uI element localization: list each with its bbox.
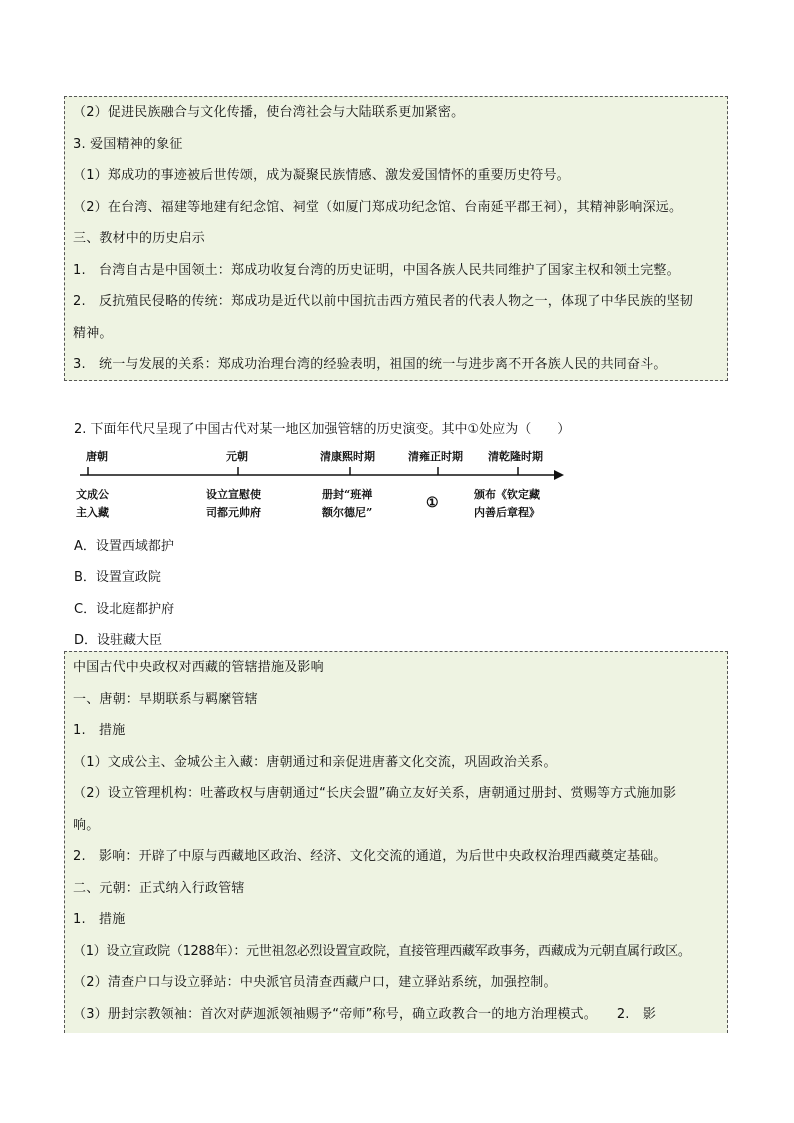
question-stem: 2. 下面年代尺呈现了中国古代对某一地区加强管辖的历史演变。其中①处应为（ ） <box>74 422 571 437</box>
text-line: 3. 爱国精神的象征 <box>73 136 183 152</box>
timeline-blank-marker: ① <box>426 495 439 511</box>
box-title: 中国古代中央政权对西藏的管辖措施及影响 <box>73 660 324 675</box>
note-box-taiwan <box>64 96 728 381</box>
timeline-period: 元朝 <box>226 450 248 463</box>
note-box-tibet <box>64 651 728 1033</box>
option-a[interactable]: A．设置西域都护 <box>74 539 174 554</box>
option-b[interactable]: B．设置宣政院 <box>74 570 161 585</box>
timeline-period: 清雍正时期 <box>408 450 463 463</box>
timeline-event: 主入藏 <box>76 506 109 519</box>
section-heading: 三、教材中的历史启示 <box>73 231 206 246</box>
text-line: （2）清查户口与设立驿站：中央派官员清查西藏户口，建立驿站系统，加强控制。 <box>73 975 557 990</box>
text-line: 2. 反抗殖民侵略的传统：郑成功是近代以前中国抗击西方殖民者的代表人物之一，体现了中华民族的坚韧 <box>73 294 694 309</box>
timeline-period: 唐朝 <box>86 450 108 463</box>
text-line: （1）郑成功的事迹被后世传颂，成为凝聚民族情感、激发爱国情怀的重要历史符号。 <box>73 168 570 183</box>
text-line: 1. 措施 <box>73 723 126 738</box>
text-line: 2. 影响：开辟了中原与西藏地区政治、经济、文化交流的通道，为后世中央政权治理西藏奠定基础。 <box>73 849 667 864</box>
timeline-event: 内善后章程》 <box>474 506 540 519</box>
timeline-event: 册封“班禅 <box>322 488 373 501</box>
timeline-period: 清乾隆时期 <box>488 450 543 463</box>
timeline-event: 文成公 <box>76 488 109 501</box>
text-line: 1. 台湾自古是中国领土：郑成功收复台湾的历史证明，中国各族人民共同维护了国家主权和领土完整。 <box>73 262 680 278</box>
text-line: 响。 <box>73 817 100 833</box>
text-line: 3. 统一与发展的关系：郑成功治理台湾的经验表明，祖国的统一与进步离不开各族人民的共同奋斗。 <box>73 357 667 372</box>
text-line: （2）设立管理机构：吐蕃政权与唐朝通过“长庆会盟”确立友好关系，唐朝通过册封、赏赐等方式施加影 <box>73 786 677 801</box>
timeline-event: 额尔德尼” <box>322 506 373 519</box>
section-heading: 二、元朝：正式纳入行政管辖 <box>73 880 245 896</box>
section-heading: 一、唐朝：早期联系与羁縻管辖 <box>73 691 258 707</box>
timeline-event: 设立宣慰使 <box>206 488 261 501</box>
option-d[interactable]: D．设驻藏大臣 <box>74 633 163 648</box>
timeline-figure <box>76 445 566 525</box>
text-line: 精神。 <box>73 325 113 341</box>
timeline-event: 颁布《钦定藏 <box>474 488 540 501</box>
text-line: （3）册封宗教领袖：首次对萨迦派领袖赐予“帝师”称号，确立政教合一的地方治理模式。 2. 影 <box>73 1006 657 1022</box>
text-line: （2）促进民族融合与文化传播，使台湾社会与大陆联系更加紧密。 <box>73 105 465 120</box>
option-c[interactable]: C．设北庭都护府 <box>74 602 175 617</box>
timeline-arrow <box>554 470 564 480</box>
text-line: （1）设立宣政院（1288年）：元世祖忽必烈设置宣政院，直接管理西藏军政事务，西藏成为元朝直属行政区。 <box>73 943 691 959</box>
text-line: （2）在台湾、福建等地建有纪念馆、祠堂（如厦门郑成功纪念馆、台南延平郡王祠），其精神影响深远。 <box>73 199 683 215</box>
timeline-period: 清康熙时期 <box>320 450 375 463</box>
timeline-event: 司都元帅府 <box>206 506 261 519</box>
text-line: （1）文成公主、金城公主入藏：唐朝通过和亲促进唐蕃文化交流，巩固政治关系。 <box>73 754 557 770</box>
text-line: 1. 措施 <box>73 912 126 927</box>
